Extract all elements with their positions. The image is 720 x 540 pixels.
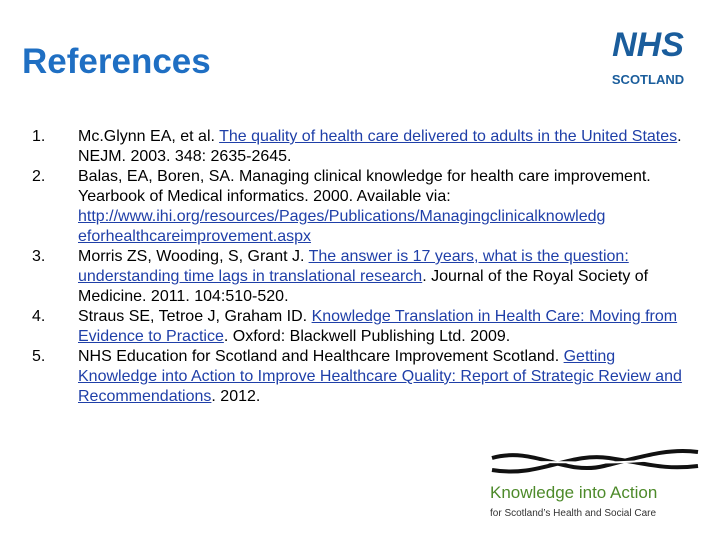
reference-number: 5. — [32, 348, 46, 365]
reference-text: Balas, EA, Boren, SA. Managing clinical knowledge for health care improvement. Yearbook of Medical informatics. 2000. Available via: — [78, 168, 651, 205]
reference-text: NHS Education for Scotland and Healthcare Improvement Scotland. — [78, 348, 564, 365]
reference-text: . NEJM. 2003. 348: 2635-2645. — [78, 128, 682, 165]
reference-link[interactable]: The quality of health care delivered to adults in the United States — [219, 128, 678, 145]
reference-link[interactable]: The answer is 17 years, what is the question: understanding time lags in translational research — [78, 248, 629, 285]
reference-item — [32, 347, 692, 407]
nhs-logo-subtext: SCOTLAND — [611, 72, 685, 87]
kia-logo-text: Knowledge into Action — [490, 483, 658, 502]
nhs-scotland-logo — [596, 18, 700, 94]
reference-text: . Oxford: Blackwell Publishing Ltd. 2009. — [223, 328, 511, 345]
logo-swoosh-icon — [498, 459, 698, 464]
reference-text: Straus SE, Tetroe J, Graham ID. — [78, 308, 312, 325]
reference-item — [32, 167, 692, 247]
nhs-logo-text: NHS — [612, 26, 684, 64]
kia-logo-subtext: for Scotland’s Health and Social Care — [490, 508, 657, 519]
reference-text: Mc.Glynn EA, et al. — [78, 128, 220, 145]
reference-number: 3. — [32, 248, 46, 265]
reference-text: Morris ZS, Wooding, S, Grant J. — [78, 248, 309, 265]
reference-number: 1. — [32, 128, 46, 145]
reference-item — [32, 127, 692, 167]
reference-text: . Journal of the Royal Society of Medicine. 2011. 104:510-520. — [78, 268, 649, 305]
reference-link[interactable]: Knowledge Translation in Health Care: Moving from Evidence to Practice — [78, 308, 678, 345]
reference-item — [32, 307, 692, 347]
reference-list — [32, 127, 692, 407]
page-title: References — [22, 42, 211, 81]
reference-link[interactable]: Getting Knowledge into Action to Improve Healthcare Quality: Report of Strategic Review and Recommendations — [78, 348, 682, 405]
knowledge-into-action-logo — [484, 448, 706, 522]
reference-number: 4. — [32, 308, 46, 325]
reference-link[interactable]: http://www.ihi.org/resources/Pages/Publications/Managingclinicalknowledg eforhealthcareimprovement.aspx — [78, 208, 606, 245]
reference-text: . 2012. — [211, 388, 261, 405]
reference-number: 2. — [32, 168, 46, 185]
reference-item — [32, 247, 692, 307]
